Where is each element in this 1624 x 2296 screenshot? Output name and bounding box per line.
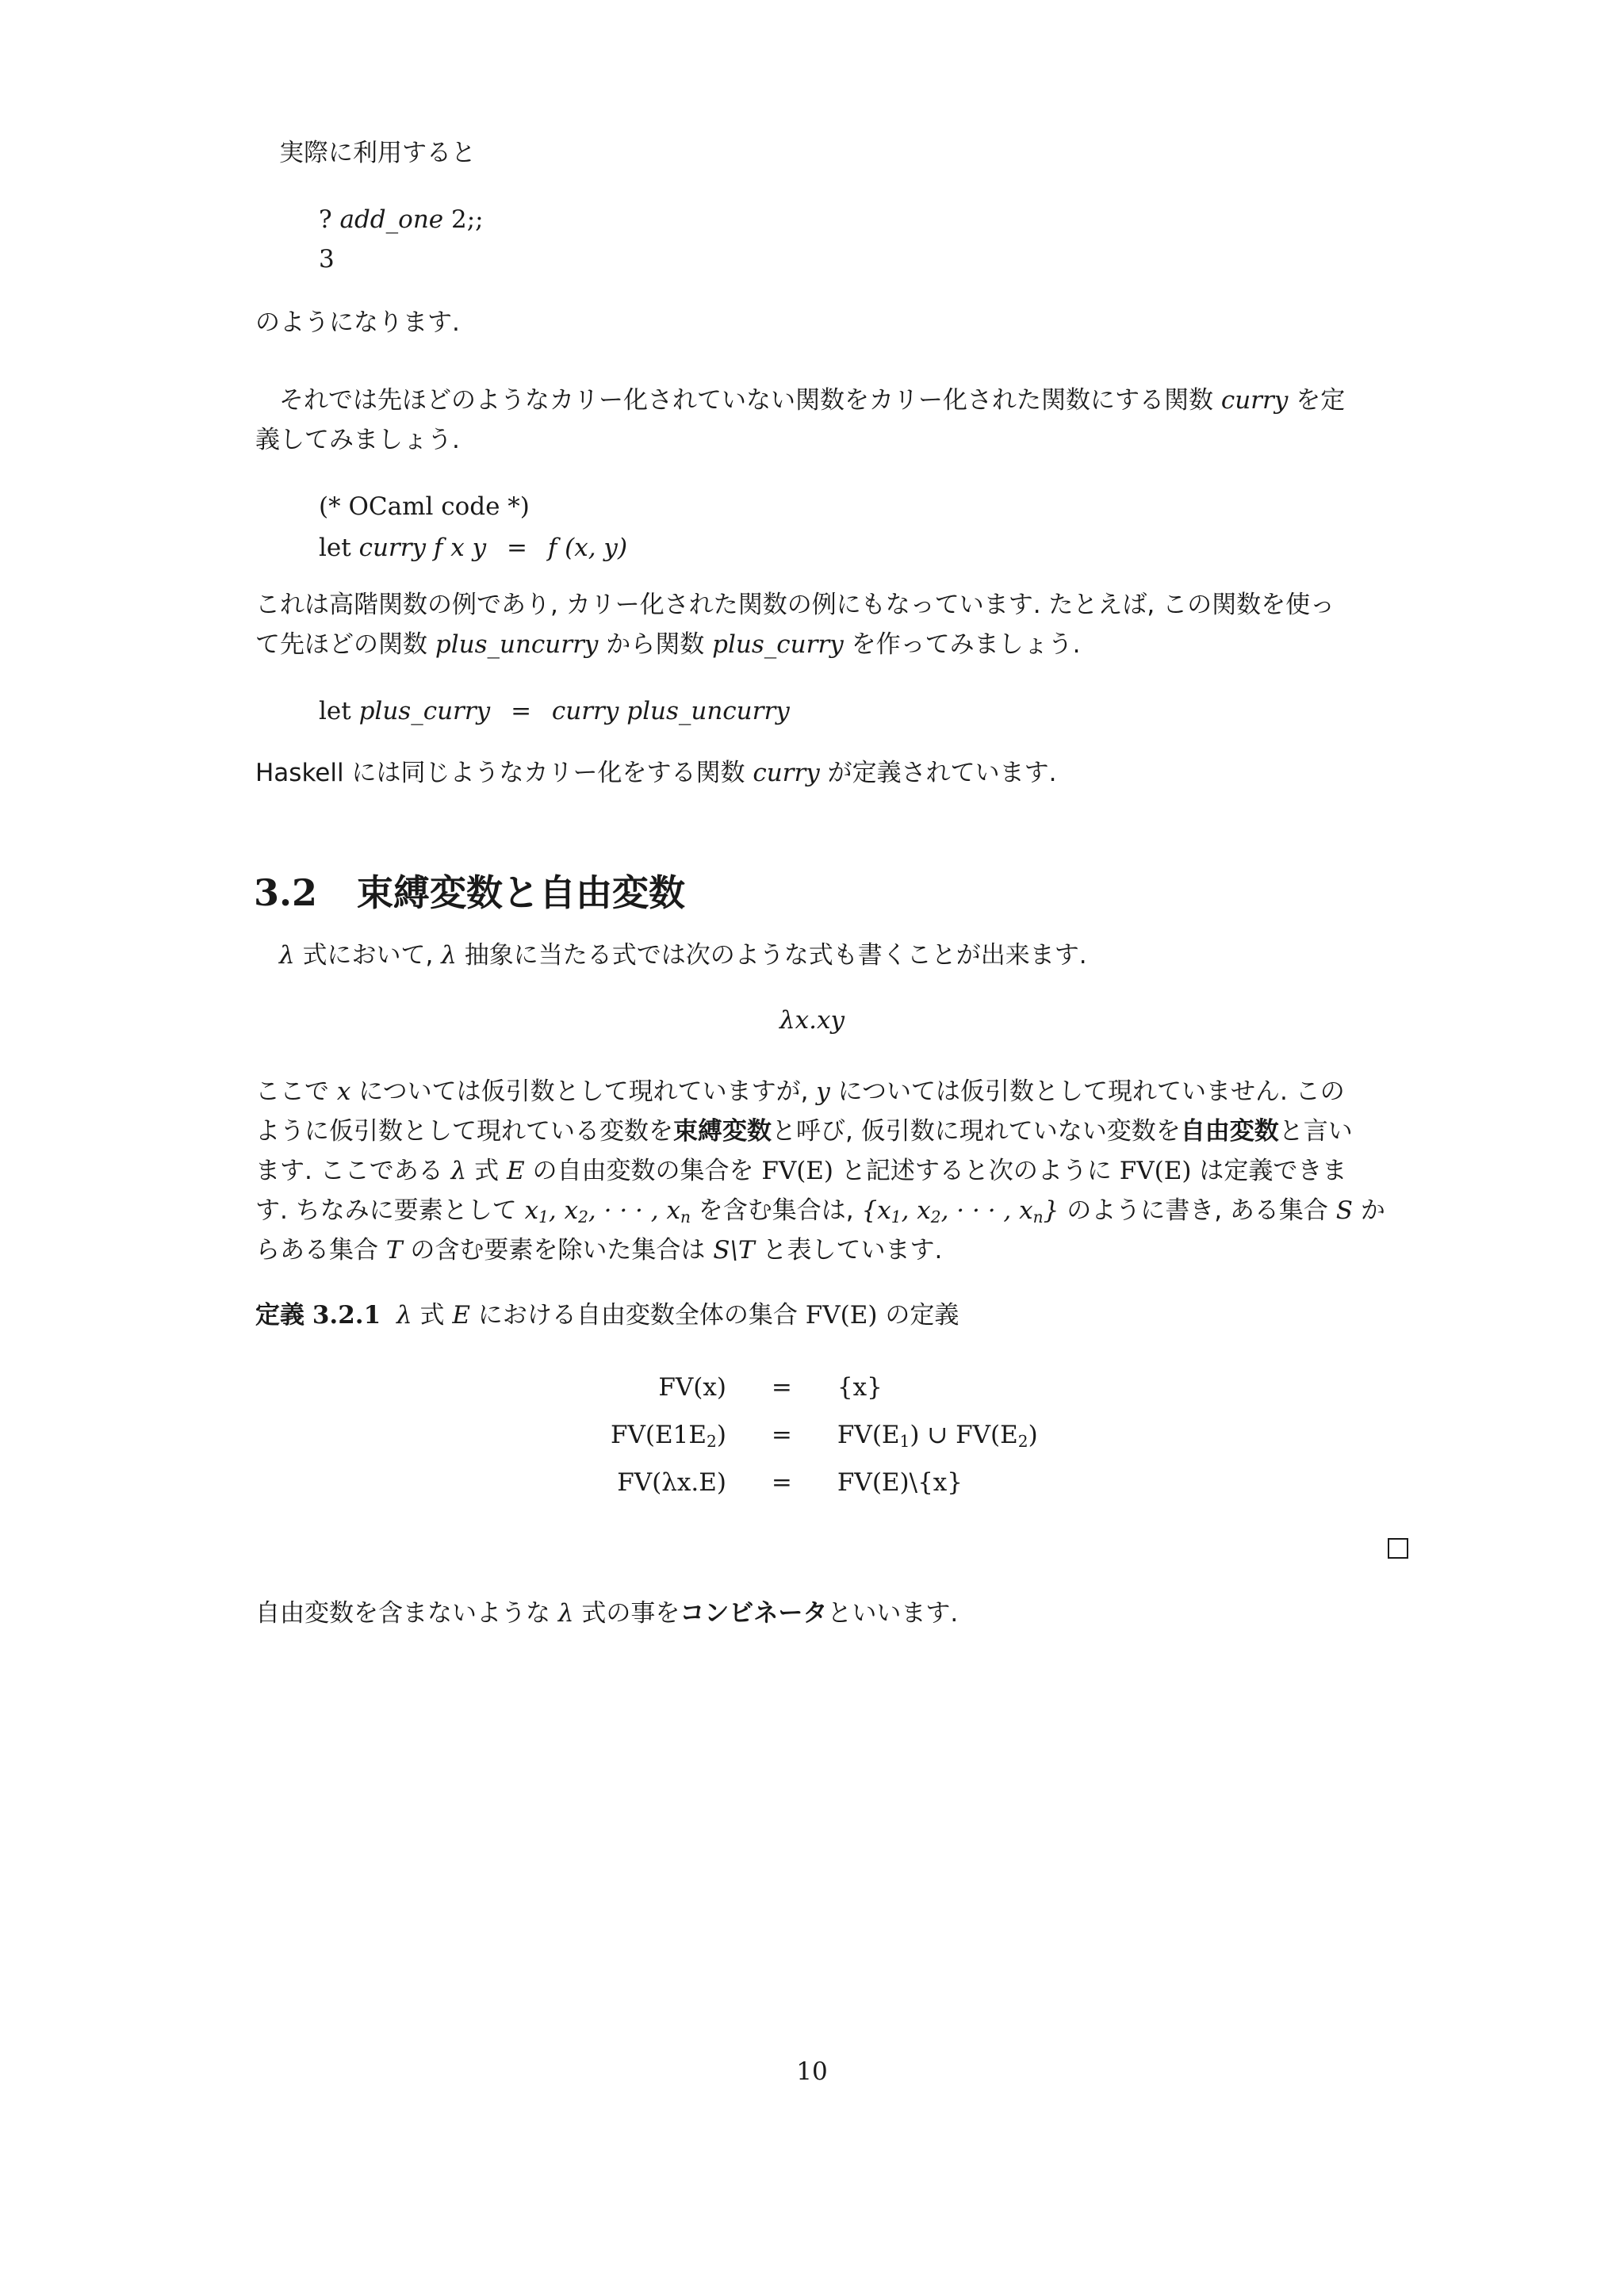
set-notation: {$x_1$, $x_2$, · · · , $x_n$} <box>861 1196 1059 1227</box>
section-heading <box>254 864 685 916</box>
section-number: 3.2 <box>254 871 318 914</box>
hof-line2-post: を作ってみましょう. <box>851 630 1081 659</box>
definition-number: 3.2.1 <box>312 1301 381 1330</box>
text: の含む要素を除いた集合は <box>410 1236 706 1265</box>
equation-lhs: FV(x) <box>658 1373 726 1402</box>
lambda-text2: 抽象に当たる式では次のような式も書くことが出来ます. <box>464 941 1087 970</box>
usage-text: 実際に利用すると <box>279 139 476 167</box>
curry-paragraph <box>255 381 1421 460</box>
element-list: $x_1$, $x_2$, · · · , $x_n$ <box>524 1196 691 1227</box>
haskell-pre: Haskell には同じようなカリー化をする関数 <box>255 759 745 787</box>
equation-row <box>611 1459 1038 1506</box>
code-block-1-line1 <box>319 200 484 239</box>
definition-heading <box>255 1295 959 1335</box>
function-name: add_one <box>339 205 444 234</box>
lambda-symbol: λ <box>396 1301 412 1330</box>
prompt: ? <box>319 205 332 234</box>
text: のように書き, ある集合 <box>1067 1196 1328 1225</box>
definition-text2: における自由変数全体の集合 <box>477 1301 798 1330</box>
bound-free-paragraph <box>255 1072 1421 1270</box>
lambda-symbol: λ <box>441 941 457 970</box>
set-difference: S\T <box>713 1236 755 1265</box>
plus-curry-name: plus_curry <box>358 697 491 725</box>
plus-curry-var: plus_curry <box>712 630 844 659</box>
text: については仮引数として現れていますが, <box>358 1077 809 1106</box>
equation-rhs: {x} <box>837 1373 883 1402</box>
rhs: curry plus_uncurry <box>551 697 790 725</box>
text: か <box>1360 1196 1385 1225</box>
lambda-symbol: λ <box>279 941 295 970</box>
fv-equations <box>611 1364 1038 1506</box>
equation-row <box>611 1364 1038 1411</box>
args: 2;; <box>451 205 484 234</box>
code-let-curry <box>319 528 627 568</box>
definition-label: 定義 <box>255 1301 304 1330</box>
code-let-plus-curry <box>319 691 790 731</box>
text: らある集合 <box>255 1236 378 1265</box>
params: f x y <box>433 534 487 562</box>
after-text: のようになります. <box>255 308 460 337</box>
hof-line1: これは高階関数の例であり, カリー化された関数の例にもなっています. たとえば, この関数を使っ <box>255 591 1335 619</box>
equation-lhs: FV(λx.E) <box>617 1468 726 1497</box>
lambda-symbol: λ <box>557 1599 574 1628</box>
term-free-variable: 自由変数 <box>1180 1117 1279 1146</box>
combinator-sentence <box>255 1594 958 1633</box>
equation-lhs: $FV(E1E_2)$ <box>611 1421 726 1452</box>
var-x: x <box>336 1077 351 1106</box>
curry-var: curry <box>1220 386 1289 415</box>
page-number: 10 <box>796 2057 828 2086</box>
let-keyword: let <box>319 534 351 562</box>
term-combinator: コンビネータ <box>680 1599 828 1628</box>
usage-intro <box>255 133 476 173</box>
fv-expression: FV(E) <box>805 1301 878 1330</box>
text: を含む集合は, <box>698 1196 854 1225</box>
body: f (x, y) <box>547 534 628 562</box>
equation-rhs: FV(E)\{x} <box>837 1468 963 1497</box>
curry-var: curry <box>753 759 820 787</box>
curry-line1-post: を定 <box>1296 386 1346 415</box>
lambda-symbol: λ <box>450 1157 467 1185</box>
hof-line2-pre: て先ほどの関数 <box>255 630 427 659</box>
display-formula: λx.xy <box>779 1006 845 1035</box>
code-block-1-result: 3 <box>319 245 335 274</box>
func-name: curry <box>358 534 427 562</box>
var-E: E <box>506 1157 525 1185</box>
text: の自由変数の集合を <box>532 1157 754 1185</box>
lambda-text1: 式において, <box>302 941 434 970</box>
definition-text1: 式 <box>419 1301 445 1330</box>
text: と呼び, 仮引数に現れていない変数を <box>772 1117 1181 1146</box>
equation-op: = <box>771 1468 792 1497</box>
curry-line2: 義してみましょう. <box>255 426 460 454</box>
var-S: S <box>1335 1196 1354 1225</box>
combinator-pre: 自由変数を含まないような <box>255 1599 550 1628</box>
text: ここで <box>255 1077 329 1106</box>
equals: = <box>511 697 532 725</box>
haskell-sentence <box>255 753 1057 793</box>
text: ます. ここである <box>255 1157 443 1185</box>
combinator-post: といいます. <box>827 1599 959 1628</box>
text: と記述すると次のように <box>841 1157 1112 1185</box>
curry-line1-pre: それでは先ほどのようなカリー化されていない関数をカリー化された関数にする関数 <box>279 386 1213 415</box>
haskell-post: が定義されています. <box>827 759 1057 787</box>
text: は定義できま <box>1199 1157 1347 1185</box>
hof-paragraph <box>255 585 1421 664</box>
text: 式 <box>474 1157 500 1185</box>
combinator-mid: 式の事を <box>581 1599 680 1628</box>
equation-row <box>611 1411 1038 1459</box>
fv-expression: FV(E) <box>1119 1157 1192 1185</box>
equation-rhs: $FV(E_1)$ ∪ $FV(E_2)$ <box>837 1421 1038 1452</box>
text: と表しています. <box>762 1236 943 1265</box>
definition-text3: の定義 <box>885 1301 959 1330</box>
equation-op: = <box>771 1421 792 1449</box>
section-title: 束縛変数と自由変数 <box>357 871 686 914</box>
code-comment: (* OCaml code *) <box>319 492 530 521</box>
text: については仮引数として現れていません. この <box>837 1077 1345 1106</box>
let-keyword: let <box>319 697 351 725</box>
plus-uncurry-var: plus_uncurry <box>435 630 599 659</box>
text: ように仮引数として現れている変数を <box>255 1117 673 1146</box>
fv-expression: FV(E) <box>761 1157 834 1185</box>
text: す. ちなみに要素として <box>255 1196 517 1225</box>
equals: = <box>506 534 527 562</box>
qed-box-icon <box>1388 1538 1408 1559</box>
term-bound-variable: 束縛変数 <box>673 1117 772 1146</box>
var-E: E <box>452 1301 471 1330</box>
text: と言い <box>1278 1117 1353 1146</box>
var-y: y <box>816 1077 830 1106</box>
equation-op: = <box>771 1373 792 1402</box>
var-T: T <box>385 1236 403 1265</box>
lambda-paragraph <box>255 936 1087 975</box>
hof-line2-mid: から関数 <box>606 630 705 659</box>
